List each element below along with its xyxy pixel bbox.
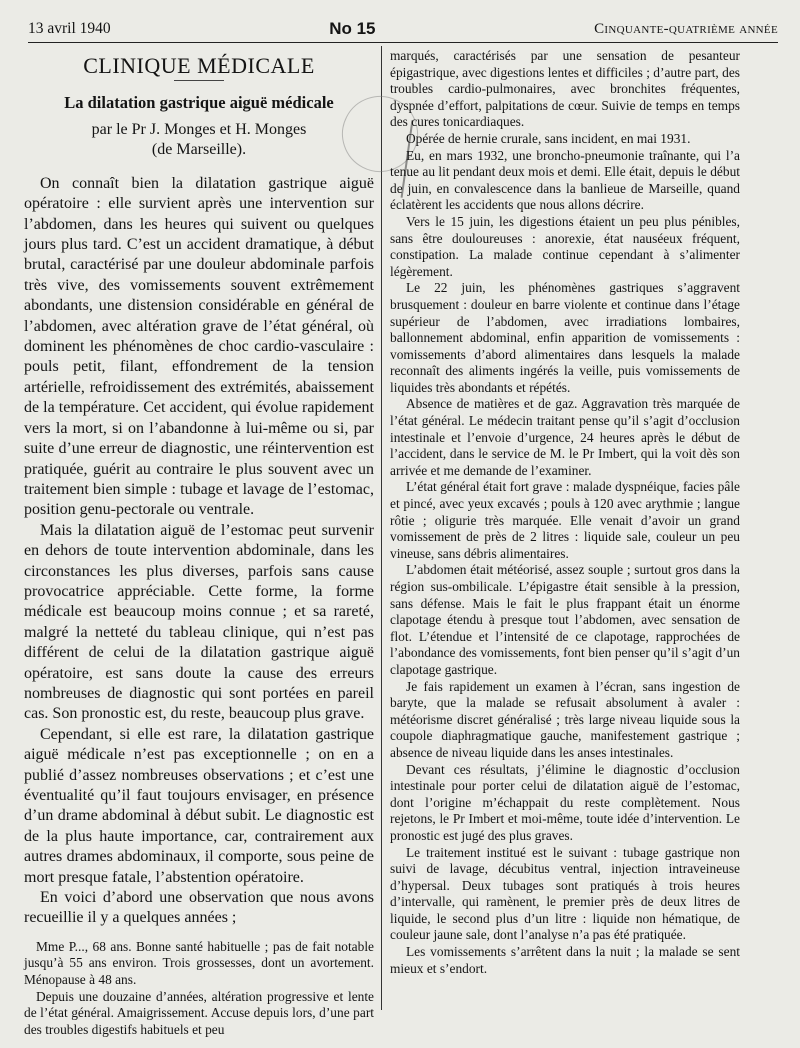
body-paragraph: Mais la dilatation aiguë de l’estomac peut survenir en dehors de toute intervention abdominale, dans les circonstances les plus diverses, parfois sans cause provocatrice appréciable. Cette forme, la forme médicale est beaucoup moins connue ; et sa rareté, malgré la netteté du tableau clinique, qui n’est pas différent de celui de la dilatation gastrique aiguë opératoire, est sans doute la cause des erreurs nombreuses de diagnostic qui sont portées en pareil cas. Son pronostic est, du reste, beaucoup plus grave. [24,521,374,723]
section-title: CLINIQUE MÉDICALE [83,53,315,78]
case-paragraph: marqués, caractérisés par une sensation de pesanteur épigastrique, avec digestions lentes et difficiles ; d’autre part, des troubles cardio-pulmonaires, avec bronchites fréquentes, dyspnée d’effort, palpitations de cœur. Suivie de temps en temps des cures tonicardiaques. [390,48,740,130]
case-paragraph: Absence de matières et de gaz. Aggravation très marquée de l’état général. Le médecin traitant pense qu’il s’agit d’occlusion intestinale et l’envoie d’urgence, 24 heures après le début de l’accident, dans le service de M. le Pr Imbert, qui la voit dès son arrivée et me demande de l’examiner. [390,396,740,478]
case-paragraph: L’état général était fort grave : malade dyspnéique, facies pâle et pincé, avec yeux excavés ; pouls à 120 avec arythmie ; langue rôtie ; oligurie très marquée. Elle venait d’avoir un grand vomissement de près de 2 litres : liquide sale, couleur un peu vineuse, sans débris alimentaires. [390,479,740,561]
article-title: La dilatation gastrique aiguë médicale [64,93,334,113]
byline-affiliation: (de Marseille). [151,140,247,158]
case-report [24,939,374,1039]
column-divider [381,46,382,1010]
case-paragraph: Vers le 15 juin, les digestions étaient un peu plus pénibles, sans être douloureuses : anorexie, état nauséeux fréquent, constipation. La malade continue cependant à s’alimenter légèrement. [390,213,740,279]
body-paragraph: En voici d’abord une observation que nous avons recueillie il y a quelques années ; [24,889,374,927]
case-paragraph: L’abdomen était météorisé, assez souple ; surtout gros dans la région sus-ombilicale. L’épigastre était sensible à la pression, sans défense. Mais le fait le plus frappant était un énorme clapotage étendu à presque tout l’abdomen, avec sensation de flot. L’étendue et l’intensité de ce clapotage, rapprochées de l’abondance des vomissements, font bien penser qu’il s’agit d’un clapotage gastrique. [390,562,740,677]
case-paragraph: Eu, en mars 1932, une broncho-pneumonie traînante, qui l’a tenue au lit pendant deux mois et demi. Elle était, depuis le début de juin, en convalescence dans la banlieue de Marseille, quand éclatèrent les accidents que nous allons décrire. [390,147,740,213]
running-header [28,16,778,43]
byline-authors: par le Pr J. Monges et H. Monges [91,120,307,138]
right-column [390,48,740,977]
case-paragraph: Je fais rapidement un examen à l’écran, sans ingestion de baryte, que la malade se refusait absolument à avaler : météorisme discret généralisé ; très large niveau liquide sous la coupole diaphragmatique gauche, manifestement gastrique ; absence de niveau liquide dans les anses intestinales. [390,678,740,760]
issue-number: No 15 [329,19,376,38]
volume-year: Cinquante-quatrième année [594,20,778,37]
byline [24,120,374,160]
case-paragraph: Depuis une douzaine d’années, altération progressive et lente de l’état général. Amaigrissement. Accuse depuis lors, d’une part des troubles digestifs habituels et peu [24,988,374,1037]
body-paragraph: Cependant, si elle est rare, la dilatation gastrique aiguë médicale n’est pas exceptionnelle ; on en a publié d’assez nombreuses observations ; et c’est une éventualité qu’il faut toujours envisager, en présence d’un drame abdominal à début subit. Le diagnostic est de la plus haute importance, car, contrairement aux autres drames abdominaux, il comporte, sous peine de mort presque fatale, l’abstention opératoire. [24,725,374,886]
body-paragraph: On connaît bien la dilatation gastrique aiguë opératoire : elle survient après une intervention sur l’abdomen, dans les heures qui suivent ou quelques jours plus tard. C’est un accident dramatique, à début brutal, caractérisé par une douleur abdominale parfois très vive, des vomissements souvent extrêmement abondants, une distension considérable en général de l’abdomen, avec altération grave de l’état général, où dominent les phénomènes de choc cardio-vasculaire : pouls petit, filant, effondrement de la tension artérielle, refroidissement des extrémités, abaissement de la température. Cet accident, qui évolue rapidement vers la mort, si on l’abandonne à lui-même ou si, par suite d’une erreur de diagnostic, une réintervention est pratiquée, guérit au contraire le plus souvent avec un traitement bien simple : tubage et lavage de l’estomac, position genu-pectorale ou ventrale. [24,174,374,519]
case-paragraph: Mme P..., 68 ans. Bonne santé habituelle ; pas de fait notable jusqu’à 55 ans environ. Trois grossesses, dont un avortement. Ménopause à 48 ans. [24,938,374,988]
case-paragraph: Opérée de hernie crurale, sans incident, en mai 1931. [406,130,691,146]
case-paragraph: Les vomissements s’arrêtent dans la nuit ; la malade se sent mieux et s’endort. [390,944,740,976]
issue-date: 13 avril 1940 [28,20,111,37]
case-paragraph: Le 22 juin, les phénomènes gastriques s’aggravent brusquement : douleur en barre violente et continue dans l’étage supérieur de l’abdomen, avec irradiations lombaires, ballonnement abdominal, enfin apparition de vomissements : vomissements d’abord alimentaires dans lesquels la malade reconnaît des aliments ingérés la veille, puis vomissements de liquides très abondants et répétés. [390,280,740,395]
case-paragraph: Le traitement institué est le suivant : tubage gastrique non suivi de lavage, décubitus ventral, injection intraveineuse d’hypersal. Deux tubages sont pratiqués à trois heures d’intervalle, qui ramènent, le premier près de deux litres de liquide, le second plus d’un litre : liquide non hématique, de couleur jaune sale, dont l’analyse n’a pas été pratiquée. [390,844,740,943]
title-rule [174,80,224,81]
left-column [24,48,374,1038]
case-paragraph: Devant ces résultats, j’élimine le diagnostic d’occlusion intestinale pour porter celui de dilatation aiguë de l’estomac, dont l’origine m’échappait du reste complètement. Nous rejetons, le Pr Imbert et moi-même, toute idée d’intervention. Le pronostic est jugé des plus graves. [390,761,740,843]
